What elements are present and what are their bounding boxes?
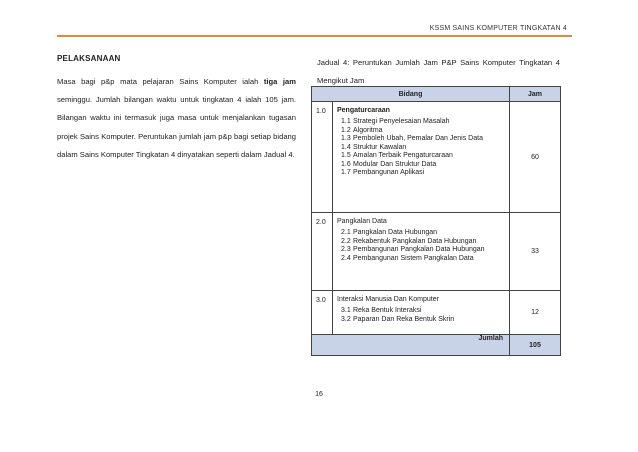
item-number: 2.1	[341, 229, 351, 236]
paragraph-text-end: seminggu. Jumlah bilangan waktu untuk tingkatan 4 ialah 105 jam. Bilangan waktu ini termasuk juga masa untuk menjalankan tugasan projek Sains Komputer. Peruntukan jumlah jam p&p bagi setiap bidang dalam Sains Komputer Tingkatan 4 dinyatakan seperti dalam Jadual 4.	[57, 95, 296, 159]
list-item	[341, 307, 505, 316]
item-text: Pembangunan Sistem Pangkalan Data	[353, 254, 474, 262]
list-item	[341, 316, 505, 325]
table-row	[312, 213, 561, 291]
item-text: Pembangunan Pangkalan Data Hubungan	[353, 246, 485, 253]
item-text: Pangkalan Data Hubungan	[353, 229, 438, 236]
item-number: 1.3	[341, 135, 351, 142]
list-item	[341, 152, 505, 161]
item-text: Struktur Kawalan	[353, 143, 407, 151]
list-item	[341, 127, 505, 136]
paragraph-bold-text: tiga jam	[263, 77, 297, 86]
item-text: Pemboleh Ubah, Pemalar Dan Jenis Data	[353, 135, 483, 142]
allocation-table	[311, 86, 561, 356]
item-number: 2.3	[341, 246, 351, 253]
item-number: 2.4	[341, 254, 351, 262]
total-label: Jumlah	[312, 335, 510, 356]
table-caption: Jadual 4: Peruntukan Jumlah Jam P&P Sains Komputer Tingkatan 4 Mengikut Jam	[317, 58, 560, 85]
list-item	[341, 169, 505, 178]
jam-value: 60	[510, 102, 561, 213]
running-header: KSSM SAINS KOMPUTER TINGKATAN 4	[429, 25, 567, 32]
jam-value: 12	[510, 291, 561, 335]
item-text: Paparan Dan Reka Bentuk Skrin	[353, 315, 455, 323]
header-bidang: Bidang	[312, 87, 510, 102]
bidang-title: Pangkalan Data	[337, 218, 387, 225]
item-text: Algoritma	[353, 126, 383, 134]
item-text: Pembangunan Aplikasi	[353, 169, 425, 176]
item-number: 1.5	[341, 152, 351, 159]
item-number: 1.7	[341, 169, 351, 176]
list-item	[341, 135, 505, 144]
row-number: 1.0	[312, 102, 333, 213]
item-text: Rekabentuk Pangkalan Data Hubungan	[353, 237, 477, 245]
section-title: PELAKSANAAN	[57, 54, 121, 63]
total-row	[312, 335, 561, 356]
list-item	[341, 229, 505, 238]
item-number: 2.2	[341, 237, 351, 245]
item-number: 1.4	[341, 143, 351, 151]
table-row	[312, 291, 561, 335]
item-number: 3.1	[341, 307, 351, 314]
list-item	[341, 144, 505, 153]
item-number: 1.2	[341, 126, 351, 134]
table-row	[312, 102, 561, 213]
item-number: 1.6	[341, 160, 351, 168]
item-text: Amalan Terbaik Pengaturcaraan	[353, 152, 453, 159]
item-text: Reka Bentuk Interaksi	[353, 307, 422, 314]
row-number: 2.0	[312, 213, 333, 291]
table-header-row	[312, 87, 561, 102]
total-jam: 105	[510, 335, 561, 356]
bidang-cell	[333, 213, 510, 291]
header-jam: Jam	[510, 87, 561, 102]
paragraph-text-start: Masa bagi p&p mata pelajaran Sains Komputer ialah	[57, 77, 264, 86]
list-item	[341, 118, 505, 127]
body-paragraph	[57, 73, 296, 164]
item-text: Strategi Penyelesaian Masalah	[353, 118, 450, 125]
bidang-cell	[333, 102, 510, 213]
page-number: 16	[315, 391, 323, 398]
bidang-cell	[333, 291, 510, 335]
list-item	[341, 255, 505, 264]
bidang-title: Pengaturcaraan	[337, 107, 390, 114]
header-rule	[57, 35, 572, 37]
list-item	[341, 161, 505, 170]
list-item	[341, 238, 505, 247]
item-text: Modular Dan Struktur Data	[353, 160, 437, 168]
item-number: 1.1	[341, 118, 351, 125]
row-number: 3.0	[312, 291, 333, 335]
bidang-title: Interaksi Manusia Dan Komputer	[337, 296, 439, 303]
jam-value: 33	[510, 213, 561, 291]
item-number: 3.2	[341, 315, 351, 323]
list-item	[341, 246, 505, 255]
